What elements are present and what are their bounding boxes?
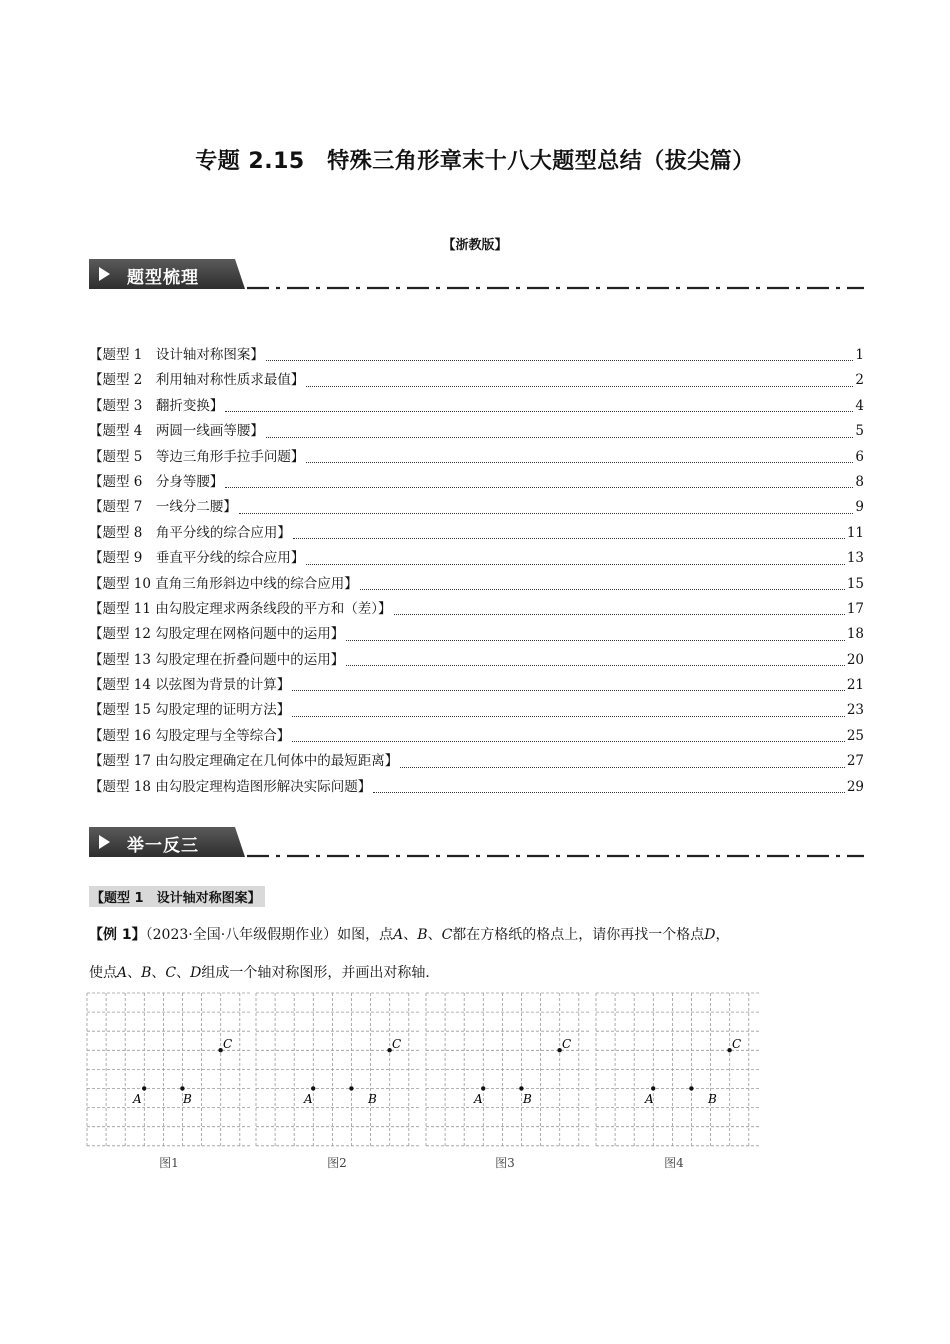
toc-page-number: 9	[855, 499, 864, 516]
table-of-contents	[89, 343, 864, 800]
separator: 、	[176, 965, 191, 981]
toc-row[interactable]	[89, 521, 864, 546]
toc-label: 【题型 8 角平分线的综合应用】	[89, 524, 291, 541]
dash-dot-divider	[247, 286, 864, 290]
toc-label: 【题型 6 分身等腰】	[89, 473, 224, 490]
toc-page-number: 25	[846, 727, 864, 744]
question-text: 使点	[89, 965, 117, 981]
toc-leader-dots	[266, 436, 854, 438]
toc-row[interactable]	[89, 572, 864, 597]
grid-figure-4	[595, 992, 761, 1150]
toc-label: 【题型 3 翻折变换】	[89, 397, 224, 414]
toc-leader-dots	[292, 689, 845, 691]
label-b: B	[708, 1092, 717, 1106]
toc-row[interactable]	[89, 368, 864, 393]
question-text: 组成一个轴对称图形，并画出对称轴．	[201, 965, 440, 981]
toc-label: 【题型 18 由勾股定理构造图形解决实际问题】	[89, 778, 372, 795]
edition-label: 【浙教版】	[442, 238, 508, 253]
toc-page-number: 21	[846, 677, 864, 694]
label-a: A	[133, 1092, 142, 1106]
toc-label: 【题型 15 勾股定理的证明方法】	[89, 702, 291, 719]
toc-page-number: 5	[855, 423, 864, 440]
toc-row[interactable]	[89, 597, 864, 622]
toc-leader-dots	[266, 359, 854, 361]
toc-label: 【题型 5 等边三角形手拉手问题】	[89, 448, 305, 465]
point-a-label: A	[393, 927, 404, 943]
label-c: C	[732, 1037, 742, 1051]
toc-leader-dots	[225, 410, 853, 412]
question-text: 都在方格纸的格点上，请你再找一个格点	[452, 927, 705, 943]
toc-row[interactable]	[89, 724, 864, 749]
toc-row[interactable]	[89, 648, 864, 673]
example-tag: 【例 1】	[89, 927, 146, 943]
example-source: （2023·全国·八年级假期作业）	[145, 927, 338, 943]
toc-label: 【题型 4 两圆一线画等腰】	[89, 423, 264, 440]
toc-row[interactable]	[89, 343, 864, 368]
separator: 、	[427, 927, 442, 943]
dashed-grid	[87, 993, 250, 1148]
toc-row[interactable]	[89, 495, 864, 520]
label-a: A	[645, 1092, 654, 1106]
section-title-practice: 举一反三	[127, 836, 199, 856]
dash-dot-divider	[247, 854, 864, 858]
play-arrow-icon	[99, 267, 110, 281]
toc-label: 【题型 2 利用轴对称性质求最值】	[89, 372, 305, 389]
label-a: A	[304, 1092, 313, 1106]
separator: 、	[151, 965, 166, 981]
toc-leader-dots	[306, 563, 844, 565]
toc-page-number: 2	[855, 372, 864, 389]
toc-page-number: 11	[846, 524, 864, 541]
point-d-label: D	[190, 965, 202, 981]
section-banner-overview	[89, 259, 864, 295]
toc-leader-dots	[373, 791, 845, 793]
toc-label: 【题型 9 垂直平分线的综合应用】	[89, 550, 305, 567]
label-c: C	[562, 1037, 572, 1051]
point-b	[180, 1086, 184, 1090]
play-arrow-icon	[99, 835, 110, 849]
grid-figure-svg	[86, 992, 252, 1150]
toc-page-number: 1	[855, 347, 864, 363]
point-b	[689, 1086, 693, 1090]
dashed-grid	[426, 993, 589, 1148]
toc-row[interactable]	[89, 698, 864, 723]
toc-page-number: 18	[846, 626, 864, 643]
label-b: B	[183, 1092, 192, 1106]
toc-label: 【题型 16 勾股定理与全等综合】	[89, 727, 291, 744]
point-b-label: B	[141, 965, 152, 981]
toc-leader-dots	[292, 715, 845, 717]
toc-row[interactable]	[89, 775, 864, 800]
label-a: A	[474, 1092, 483, 1106]
figure-caption: 图4	[664, 1156, 684, 1170]
toc-page-number: 13	[846, 550, 864, 567]
toc-row[interactable]	[89, 673, 864, 698]
dashed-grid	[256, 993, 419, 1148]
toc-row[interactable]	[89, 445, 864, 470]
label-c: C	[223, 1037, 233, 1051]
toc-page-number: 23	[846, 702, 864, 719]
toc-row[interactable]	[89, 749, 864, 774]
grid-figure-svg	[595, 992, 761, 1150]
toc-page-number: 17	[846, 600, 864, 617]
question-text: 如图，点	[337, 927, 394, 943]
type-heading: 【题型 1 设计轴对称图案】	[89, 886, 265, 907]
point-b	[519, 1086, 523, 1090]
toc-row[interactable]	[89, 419, 864, 444]
toc-label: 【题型 17 由勾股定理确定在几何体中的最短距离】	[89, 753, 399, 770]
toc-leader-dots	[346, 664, 845, 666]
grid-figure-1	[86, 992, 252, 1150]
toc-label: 【题型 11 由勾股定理求两条线段的平方和（差）】	[89, 600, 392, 617]
toc-leader-dots	[225, 486, 853, 488]
example-question-line-2	[89, 962, 869, 982]
point-a	[481, 1086, 485, 1090]
toc-label: 【题型 13 勾股定理在折叠问题中的运用】	[89, 651, 345, 668]
label-b: B	[368, 1092, 377, 1106]
toc-leader-dots	[394, 613, 845, 615]
toc-leader-dots	[292, 740, 845, 742]
toc-label: 【题型 12 勾股定理在网格问题中的运用】	[89, 626, 345, 643]
figure-caption: 图3	[495, 1156, 515, 1170]
figure-caption: 图1	[159, 1156, 179, 1170]
point-c-label: C	[165, 965, 177, 981]
toc-label: 【题型 7 一线分二腰】	[89, 499, 237, 516]
toc-row[interactable]	[89, 394, 864, 419]
toc-label: 【题型 10 直角三角形斜边中线的综合应用】	[89, 575, 358, 592]
point-a	[651, 1086, 655, 1090]
point-b	[349, 1086, 353, 1090]
point-d-label: D	[704, 927, 716, 943]
toc-leader-dots	[306, 461, 853, 463]
point-a	[142, 1086, 146, 1090]
example-question-line-1	[89, 924, 869, 944]
figure-caption: 图2	[327, 1156, 347, 1170]
grid-figure-svg	[255, 992, 421, 1150]
grid-figure-2	[255, 992, 421, 1150]
label-c: C	[392, 1037, 402, 1051]
label-b: B	[523, 1092, 532, 1106]
toc-leader-dots	[360, 588, 845, 590]
toc-leader-dots	[293, 537, 845, 539]
point-a-label: A	[117, 965, 128, 981]
separator: 、	[127, 965, 142, 981]
toc-page-number: 29	[846, 778, 864, 795]
toc-label: 【题型 14 以弦图为背景的计算】	[89, 677, 291, 694]
toc-page-number: 27	[846, 753, 864, 770]
section-banner-practice	[89, 827, 864, 863]
toc-page-number: 8	[855, 473, 864, 490]
toc-leader-dots	[239, 512, 854, 514]
separator: 、	[403, 927, 418, 943]
toc-leader-dots	[400, 766, 845, 768]
point-c-label: C	[441, 927, 453, 943]
toc-page-number: 15	[846, 575, 864, 592]
point-b-label: B	[417, 927, 428, 943]
point-a	[311, 1086, 315, 1090]
dashed-grid	[596, 993, 759, 1148]
toc-row[interactable]	[89, 470, 864, 495]
punctuation: ，	[715, 927, 730, 943]
toc-leader-dots	[346, 639, 845, 641]
section-title-overview: 题型梳理	[127, 268, 199, 288]
toc-page-number: 6	[855, 448, 864, 465]
toc-leader-dots	[306, 385, 853, 387]
toc-page-number: 4	[855, 397, 864, 414]
toc-row[interactable]	[89, 546, 864, 571]
toc-page-number: 20	[846, 651, 864, 668]
document-title: 专题 2.15 特殊三角形章末十八大题型总结（拔尖篇）	[195, 149, 755, 174]
grid-figure-3	[425, 992, 591, 1150]
toc-label: 【题型 1 设计轴对称图案】	[89, 347, 264, 363]
grid-figure-svg	[425, 992, 591, 1150]
toc-row[interactable]	[89, 622, 864, 647]
